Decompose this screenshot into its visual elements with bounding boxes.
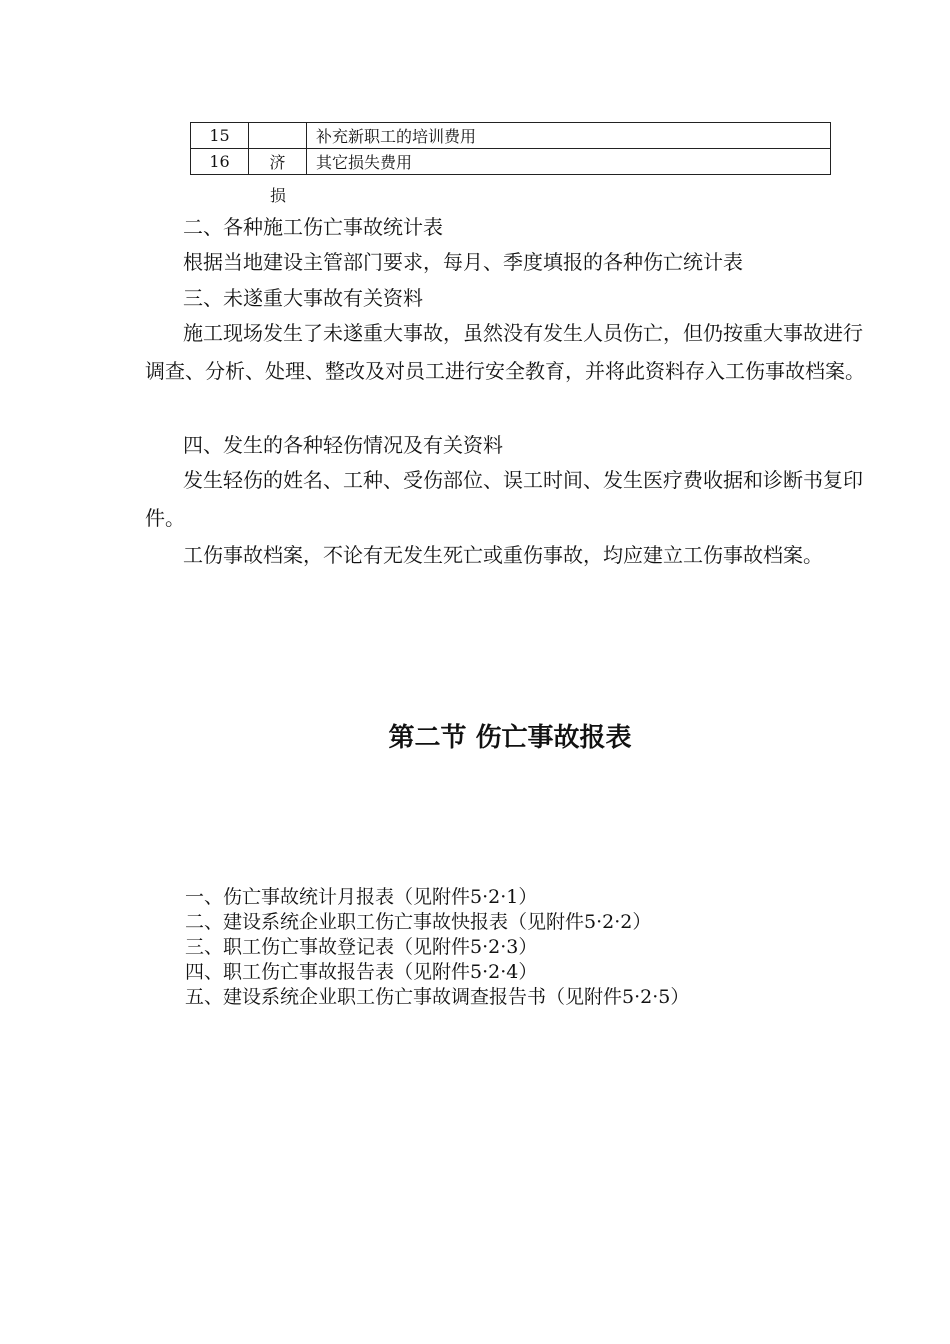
- list-item: 一、伤亡事故统计月报表（见附件5·2·1）: [185, 886, 538, 908]
- list-item: 四、职工伤亡事故报告表（见附件5·2·4）: [185, 961, 538, 983]
- section-2-heading: 二、各种施工伤亡事故统计表: [183, 215, 443, 239]
- row-number: 16: [191, 149, 249, 175]
- section-3-heading: 三、未遂重大事故有关资料: [183, 286, 423, 310]
- category-cell: [249, 123, 307, 149]
- closing-paragraph: 工伤事故档案，不论有无发生死亡或重伤事故，均应建立工伤事故档案。: [183, 543, 823, 567]
- table-row: [191, 149, 831, 175]
- list-item: 三、职工伤亡事故登记表（见附件5·2·3）: [185, 936, 538, 958]
- row-description: 补充新职工的培训费用: [307, 123, 831, 149]
- cost-table: [190, 122, 831, 175]
- section-3-body: 施工现场发生了未遂重大事故，虽然没有发生人员伤亡，但仍按重大事故进行调查、分析、处理、整改及对员工进行安全教育，并将此资料存入工伤事故档案。: [145, 321, 865, 383]
- list-item: 二、建设系统企业职工伤亡事故快报表（见附件5·2·2）: [185, 911, 652, 933]
- list-item: 五、建设系统企业职工伤亡事故调查报告书（见附件5·2·5）: [185, 986, 690, 1008]
- table-row: [191, 123, 831, 149]
- section-2-body: 根据当地建设主管部门要求，每月、季度填报的各种伤亡统计表: [183, 250, 743, 274]
- row-description: 其它损失费用: [307, 149, 831, 175]
- section-title: 第二节 伤亡事故报表: [388, 723, 632, 753]
- category-cell: 济: [249, 149, 307, 175]
- report-list: [185, 885, 689, 1010]
- category-char-overflow: 损: [270, 186, 287, 205]
- row-number: 15: [191, 123, 249, 149]
- section-4-body: 发生轻伤的姓名、工种、受伤部位、误工时间、发生医疗费收据和诊断书复印件。: [145, 468, 863, 530]
- section-4-heading: 四、发生的各种轻伤情况及有关资料: [183, 433, 503, 457]
